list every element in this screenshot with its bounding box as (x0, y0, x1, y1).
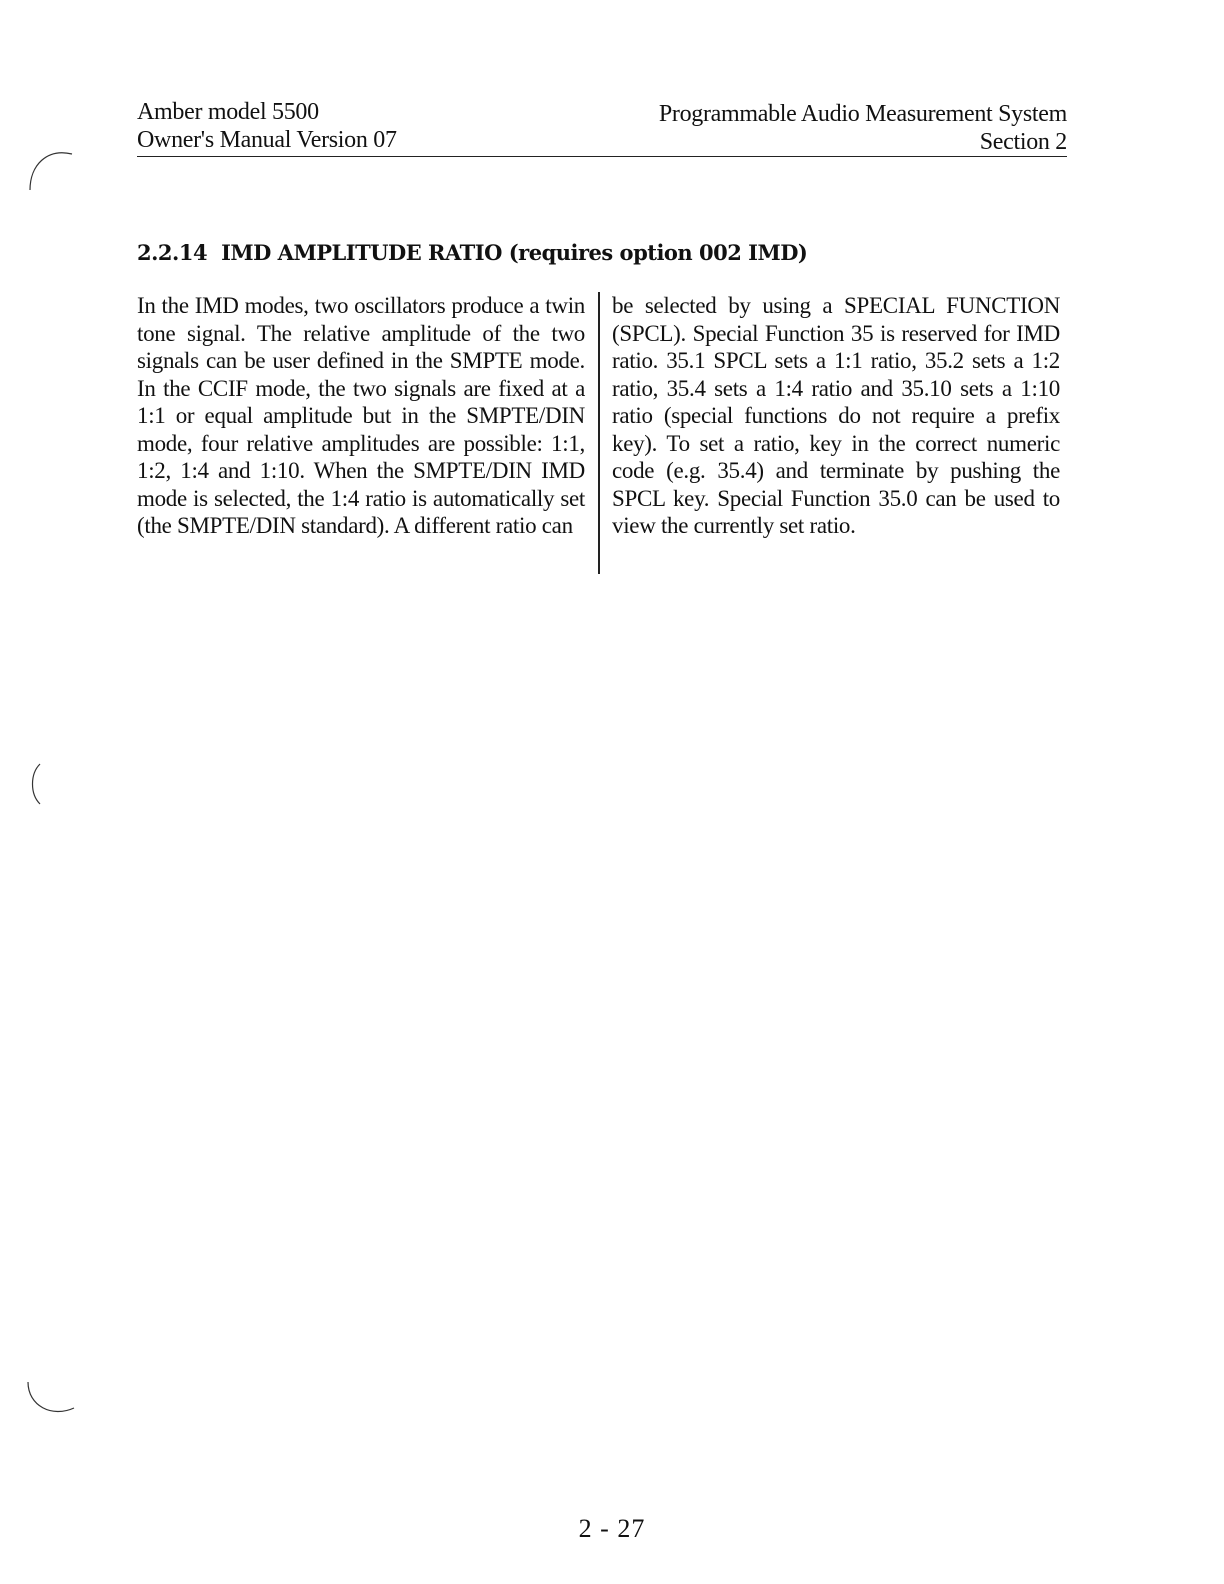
column-divider (598, 292, 600, 574)
section-number: 2.2.14 (137, 240, 208, 265)
running-header (137, 98, 1067, 157)
binder-hole-mark-bottom (22, 1378, 82, 1418)
binder-hole-mark-top (22, 140, 82, 200)
section-heading (137, 240, 807, 265)
header-section: Section 2 (979, 129, 1067, 155)
binder-hole-mark-middle (22, 760, 52, 810)
page-number: 2 - 27 (578, 1514, 646, 1543)
body-column-right: be selected by using a SPECIAL FUNCTION (SPCL). Special Function 35 is reserved for IMD ratio. 35.1 SPCL sets a 1:1 ratio, 35.2 sets a 1:2 ratio, 35.4 sets a 1:4 ratio and 35.10 sets a 1:10 ratio (special functions do not require a prefix key). To set a ratio, key in the correct numeric code (e.g. 35.4) and terminate by pushing the SPCL key. Special Function 35.0 can be used to view the currently set ratio. (612, 293, 1060, 538)
body-column-left: In the IMD modes, two oscillators produce a twin tone signal. The relative amplitude of the two signals can be user defined in the SMPTE mode. In the CCIF mode, the two signals are fixed at a 1:1 or equal amplitude but in the SMPTE/DIN mode, four relative amplitudes are possible: 1:1, 1:2, 1:4 and 1:10. When the SMPTE/DIN IMD mode is selected, the 1:4 ratio is automatically set (the SMPTE/DIN standard). A different ratio can (137, 293, 585, 538)
header-left (137, 98, 397, 154)
header-manual-version: Owner's Manual Version 07 (137, 127, 397, 153)
header-right (659, 100, 1067, 156)
section-title: IMD AMPLITUDE RATIO (requires option 002 IMD) (221, 240, 808, 265)
header-model: Amber model 5500 (137, 99, 319, 125)
header-system-title: Programmable Audio Measurement System (658, 101, 1067, 127)
